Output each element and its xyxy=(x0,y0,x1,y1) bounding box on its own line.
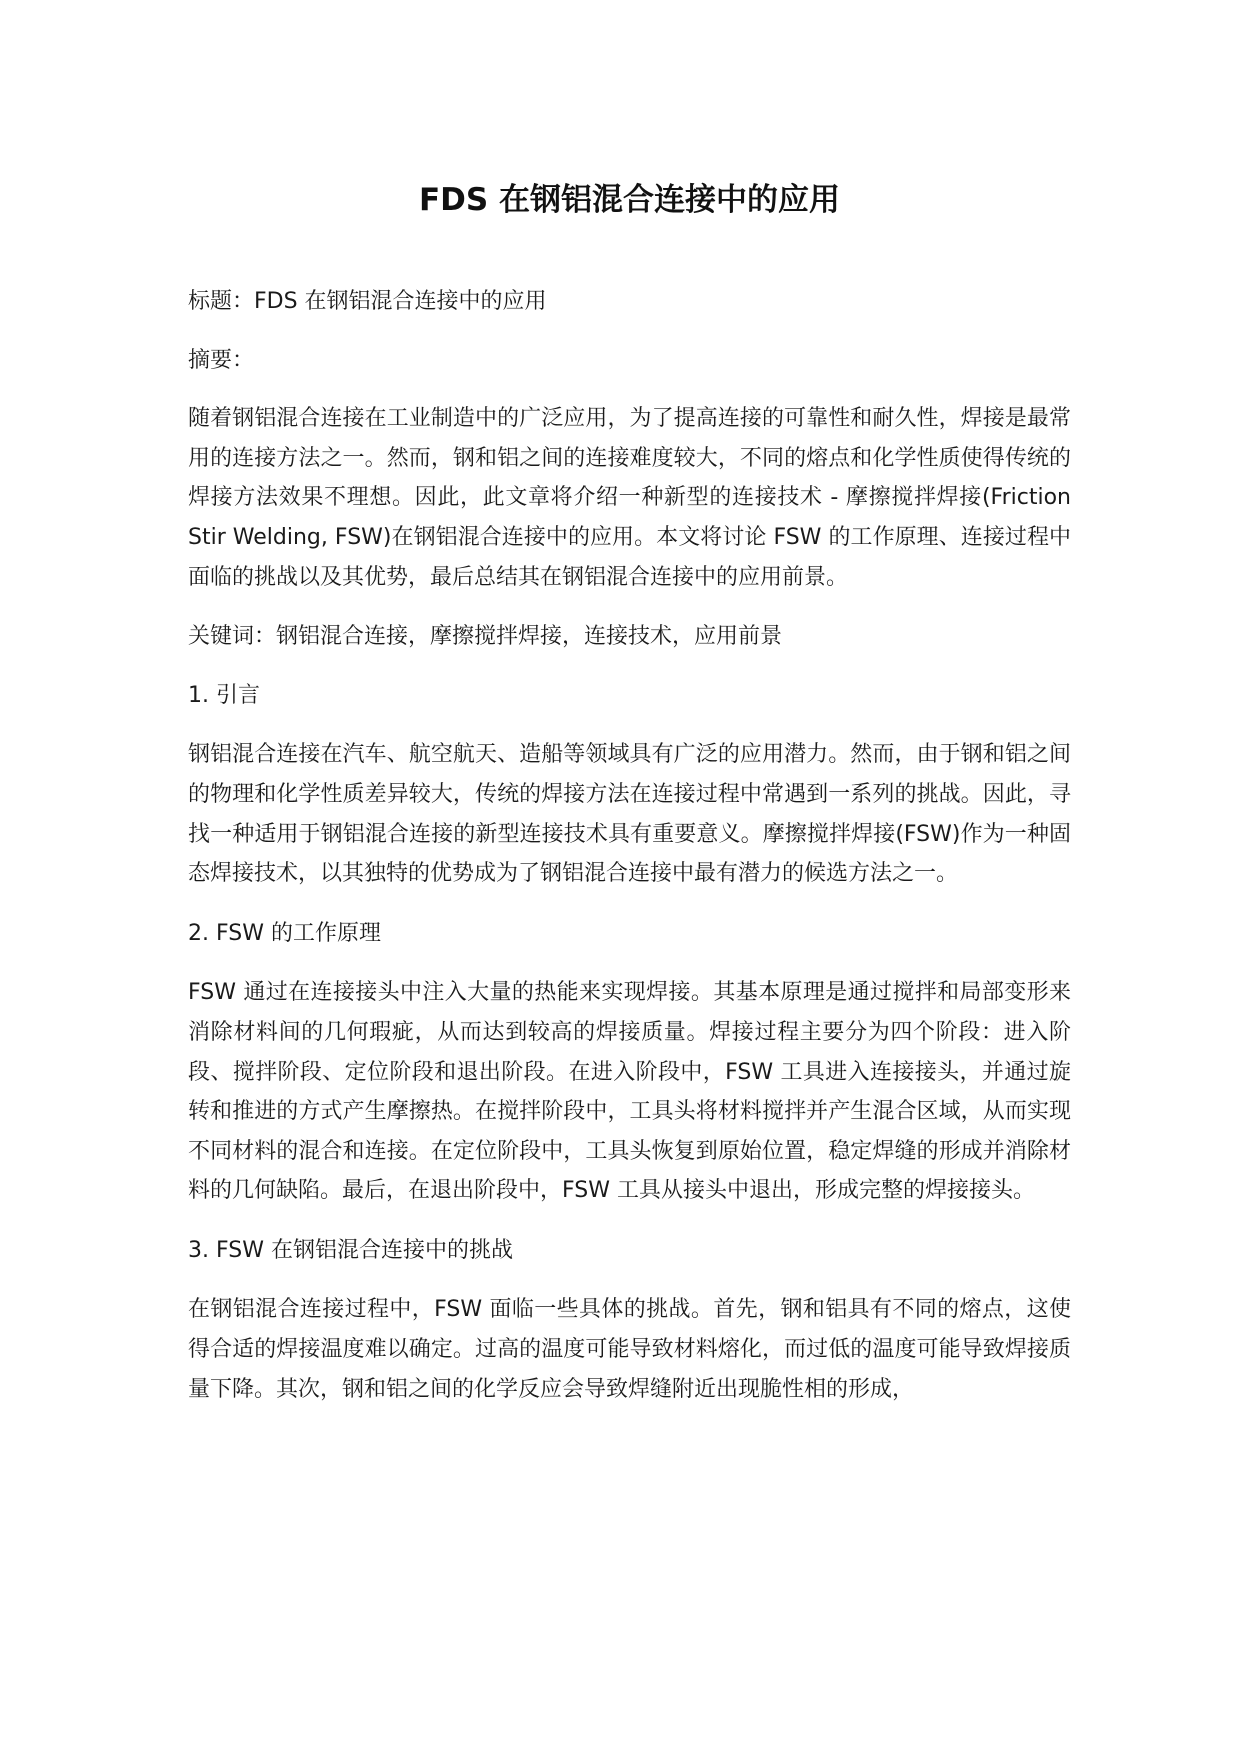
section-body-introduction: 钢铝混合连接在汽车、航空航天、造船等领域具有广泛的应用潜力。然而，由于钢和铝之间的物理和化学性质差异较大，传统的焊接方法在连接过程中常遇到一系列的挑战。因此，寻找一种适用于钢铝混合连接的新型连接技术具有重要意义。摩擦搅拌焊接(FSW)作为一种固态焊接技术，以其独特的优势成为了钢铝混合连接中最有潜力的候选方法之一。 xyxy=(188,742,1071,887)
abstract-label: 摘要： xyxy=(188,347,255,373)
section-body-fsw-challenges: 在钢铝混合连接过程中，FSW 面临一些具体的挑战。首先，钢和铝具有不同的熔点，这使得合适的焊接温度难以确定。过高的温度可能导致材料熔化，而过低的温度可能导致焊接质量下降。其次，钢和铝之间的化学反应会导致焊缝附近出现脆性相的形成， xyxy=(188,1297,1071,1402)
section-heading-introduction: 1. 引言 xyxy=(188,682,260,708)
section-body-fsw-principle: FSW 通过在连接接头中注入大量的热能来实现焊接。其基本原理是通过搅拌和局部变形来消除材料间的几何瑕疵，从而达到较高的焊接质量。焊接过程主要分为四个阶段：进入阶段、搅拌阶段、定位阶段和退出阶段。在进入阶段中，FSW 工具进入连接接头，并通过旋转和推进的方式产生摩擦热。在搅拌阶段中，工具头将材料搅拌并产生混合区域，从而实现不同材料的混合和连接。在定位阶段中，工具头恢复到原始位置，稳定焊缝的形成并消除材料的几何缺陷。最后，在退出阶段中，FSW 工具从接头中退出，形成完整的焊接接头。 xyxy=(188,980,1071,1204)
keywords-line: 关键词：钢铝混合连接，摩擦搅拌焊接，连接技术，应用前景 xyxy=(188,624,783,650)
abstract-paragraph: 随着钢铝混合连接在工业制造中的广泛应用，为了提高连接的可靠性和耐久性，焊接是最常用的连接方法之一。然而，钢和铝之间的连接难度较大，不同的熔点和化学性质使得传统的焊接方法效果不理想。因此，此文章将介绍一种新型的连接技术 - 摩擦搅拌焊接(Friction Stir Welding, FSW)在钢铝混合连接中的应用。本文将讨论 FSW 的工作原理、连接过程中面临的挑战以及其优势，最后总结其在钢铝混合连接中的应用前景。 xyxy=(188,406,1071,590)
document-title: FDS 在钢铝混合连接中的应用 xyxy=(418,182,841,218)
section-heading-fsw-challenges: 3. FSW 在钢铝混合连接中的挑战 xyxy=(188,1237,513,1263)
title-line: 标题：FDS 在钢铝混合连接中的应用 xyxy=(188,289,547,314)
section-heading-fsw-principle: 2. FSW 的工作原理 xyxy=(188,920,381,946)
